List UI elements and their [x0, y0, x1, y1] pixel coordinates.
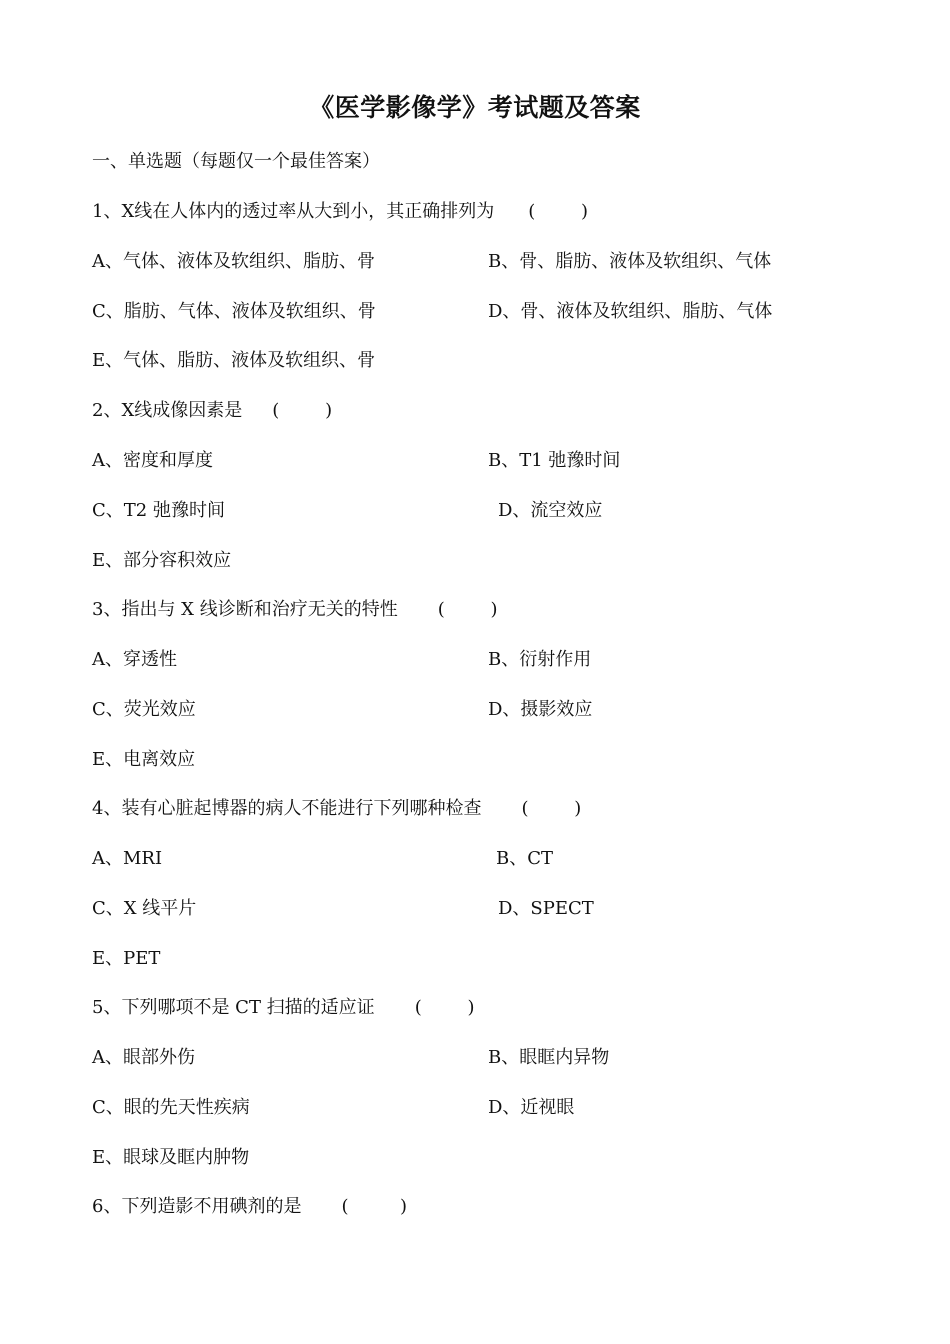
question-stem: 2、X线成像因素是	[92, 400, 243, 421]
option-e: E、气体、脂肪、液体及软组织、骨	[92, 350, 376, 371]
option-b: B、CT	[496, 848, 554, 869]
answer-blank: ( )	[341, 1196, 407, 1217]
option-c: C、T2 弛豫时间	[92, 500, 225, 521]
question-stem: 1、X线在人体内的透过率从大到小，其正确排列为	[92, 201, 495, 222]
option-a: A、穿透性	[92, 649, 177, 670]
option-e: E、PET	[92, 948, 161, 969]
question-stem: 3、指出与 X 线诊断和治疗无关的特性	[92, 599, 398, 620]
option-c: C、荧光效应	[92, 699, 196, 720]
option-c: C、脂肪、气体、液体及软组织、骨	[92, 301, 376, 322]
question-3	[92, 598, 498, 622]
option-d: D、SPECT	[498, 898, 594, 919]
question-stem: 4、装有心脏起博器的病人不能进行下列哪种检查	[92, 798, 482, 819]
option-c: C、眼的先天性疾病	[92, 1097, 250, 1118]
question-5	[92, 996, 475, 1020]
option-e: E、部分容积效应	[92, 550, 232, 571]
option-a: A、密度和厚度	[92, 450, 213, 471]
question-stem: 5、下列哪项不是 CT 扫描的适应证	[92, 997, 375, 1018]
option-b: B、衍射作用	[488, 649, 592, 670]
option-b: B、骨、脂肪、液体及软组织、气体	[488, 251, 772, 272]
answer-blank: ( )	[437, 599, 498, 620]
section-heading: 一、单选题（每题仅一个最佳答案）	[92, 151, 380, 172]
question-6	[92, 1195, 407, 1219]
option-e: E、电离效应	[92, 749, 196, 770]
option-c: C、X 线平片	[92, 898, 197, 919]
question-1	[92, 200, 588, 224]
option-d: D、摄影效应	[488, 699, 593, 720]
option-d: D、骨、液体及软组织、脂肪、气体	[488, 301, 773, 322]
question-2	[92, 399, 332, 423]
option-b: B、T1 弛豫时间	[488, 450, 621, 471]
option-e: E、眼球及眶内肿物	[92, 1147, 250, 1168]
option-b: B、眼眶内异物	[488, 1047, 610, 1068]
answer-blank: ( )	[521, 798, 582, 819]
option-a: A、眼部外伤	[92, 1047, 195, 1068]
option-d: D、流空效应	[498, 500, 603, 521]
option-d: D、近视眼	[488, 1097, 575, 1118]
page-title: 《医学影像学》考试题及答案	[309, 93, 641, 122]
question-4	[92, 797, 581, 821]
answer-blank: ( )	[528, 201, 589, 222]
answer-blank: ( )	[272, 400, 333, 421]
question-stem: 6、下列造影不用碘剂的是	[92, 1196, 302, 1217]
answer-blank: ( )	[414, 997, 475, 1018]
option-a: A、MRI	[92, 848, 163, 869]
option-a: A、气体、液体及软组织、脂肪、骨	[92, 251, 375, 272]
